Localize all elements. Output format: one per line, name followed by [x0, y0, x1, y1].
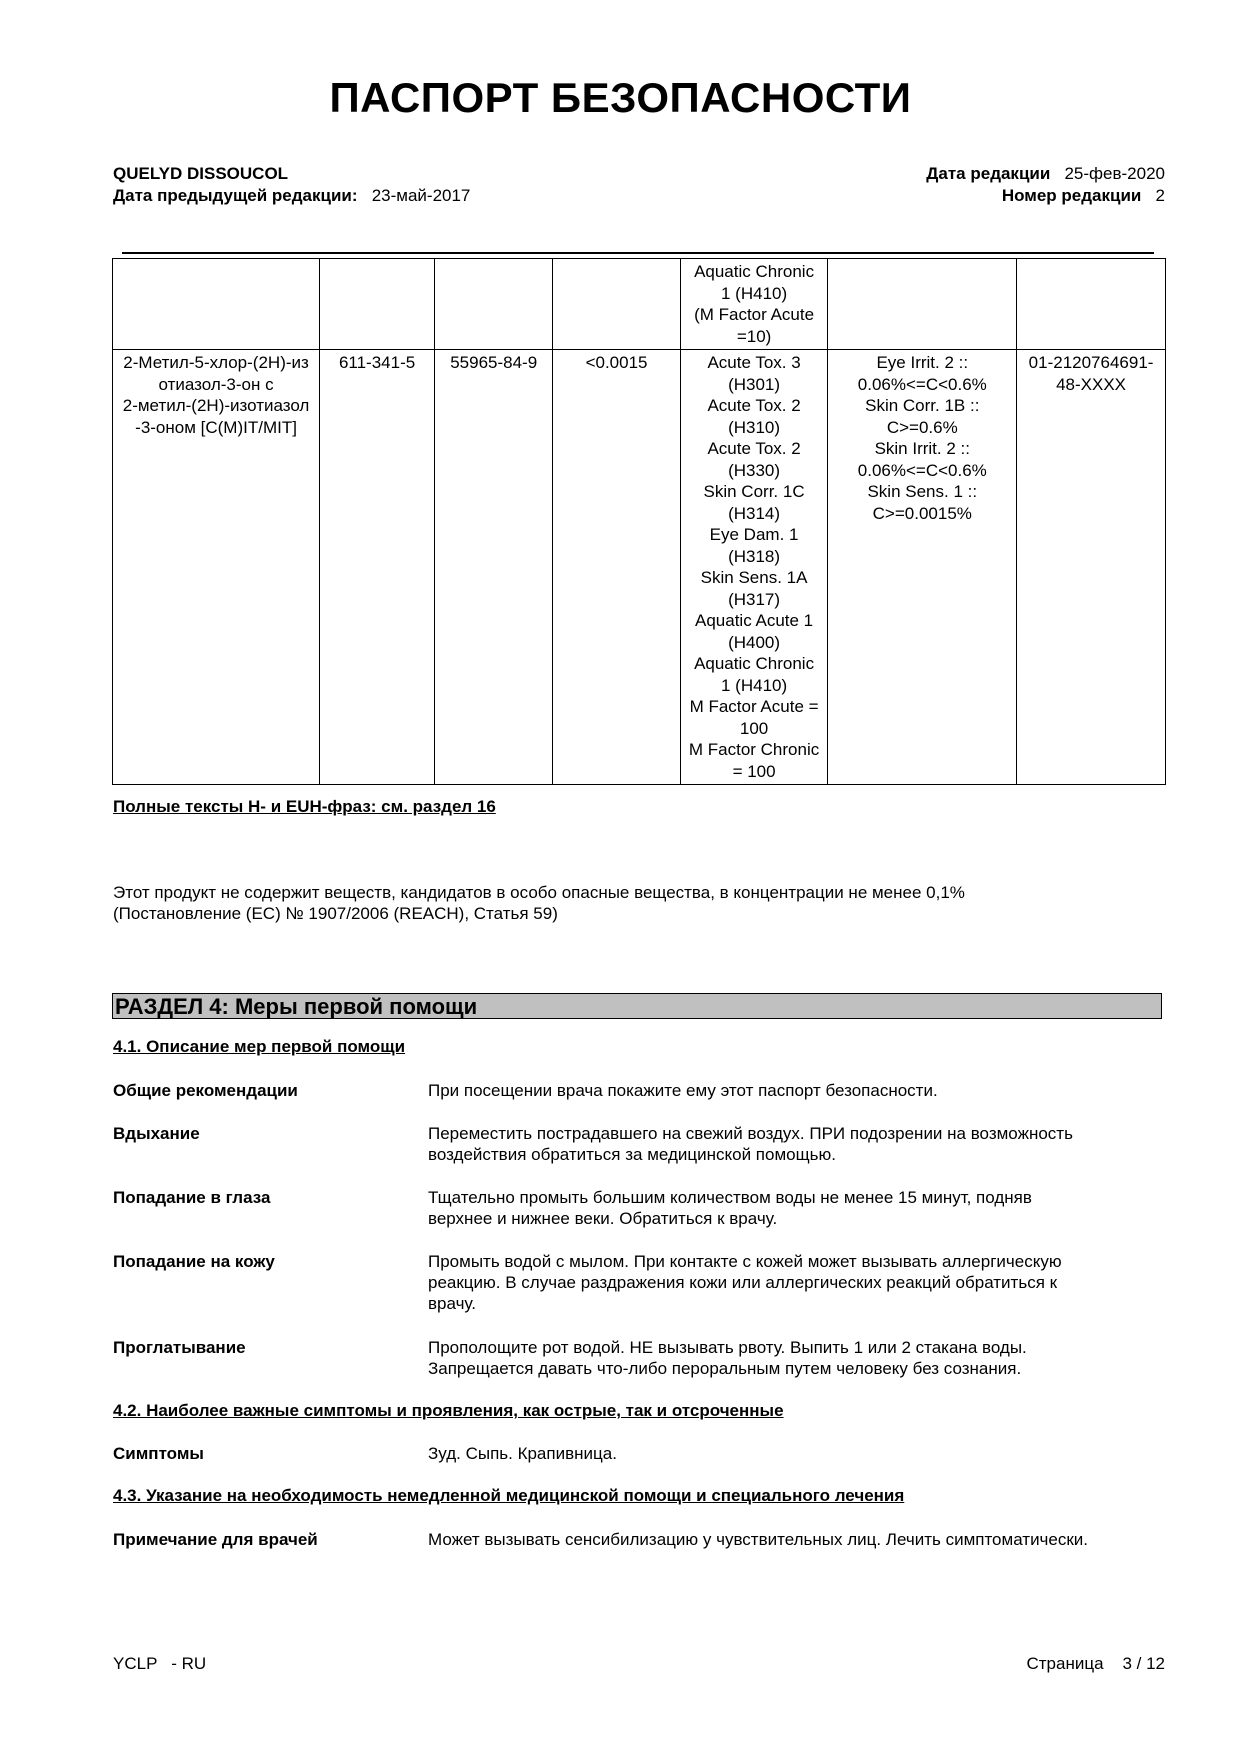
classification-cell [680, 350, 828, 785]
classification-cell [680, 259, 828, 350]
substance-name-cell [113, 350, 320, 785]
revision-date [926, 164, 1165, 184]
skin-contact-text [428, 1251, 1168, 1314]
previous-revision-label: Дата предыдущей редакции: [113, 186, 358, 205]
substance-name-line: 2-Метил-5-хлор-(2Н)-из [123, 353, 309, 372]
eye-contact-text [428, 1187, 1168, 1229]
classification-line: Aquatic Chronic [694, 262, 815, 281]
svhc-note [113, 882, 965, 924]
svhc-note-line: Этот продукт не содержит веществ, кандидатов в особо опасные вещества, в концентрации не менее 0,1% [113, 883, 965, 902]
classification-line: Acute Tox. 2 [707, 396, 801, 415]
note-to-physicians-label: Примечание для врачей [113, 1530, 318, 1549]
classification-line: Acute Tox. 2 [707, 439, 801, 458]
reach-number-line: 01-2120764691- [1028, 353, 1154, 372]
table-row [113, 259, 1166, 350]
classification-line: (H310) [728, 417, 781, 437]
concentration-cell: <0.0015 [553, 350, 680, 785]
text-line: Прополощите рот водой. НЕ вызывать рвоту. Выпить 1 или 2 стакана воды. [428, 1338, 1027, 1357]
classification-line: Eye Dam. 1 [709, 525, 799, 544]
subsection-4-2-title: 4.2. Наиболее важные симптомы и проявления, как острые, так и отсроченные [113, 1401, 784, 1420]
table-row [113, 350, 1166, 785]
classification-line: (H301) [728, 374, 781, 394]
general-advice-text: При посещении врача покажите ему этот паспорт безопасности. [428, 1081, 938, 1100]
classification-line: (M Factor Acute [694, 305, 815, 324]
revision-number-value: 2 [1155, 186, 1165, 205]
specific-concentration-line: C>=0.0015% [872, 503, 972, 523]
classification-line: Aquatic Chronic [694, 654, 815, 673]
skin-contact-label: Попадание на кожу [113, 1252, 275, 1271]
classification-line: Acute Tox. 3 [707, 353, 801, 372]
text-line: реакцию. В случае раздражения кожи или аллергических реакций обратиться к [428, 1273, 1058, 1292]
revision-date-label: Дата редакции [926, 164, 1051, 183]
symptoms-text: Зуд. Сыпь. Крапивница. [428, 1444, 617, 1463]
table-cell [828, 259, 1017, 350]
substance-name-line: 2-метил-(2Н)-изотиазол [122, 396, 310, 415]
specific-concentration-cell [828, 350, 1017, 785]
note-to-physicians-text: Может вызывать сенсибилизацию у чувствительных лиц. Лечить симптоматически. [428, 1530, 1089, 1549]
text-line: Запрещается давать что-либо пероральным путем человеку без сознания. [428, 1359, 1022, 1378]
text-line: Тщательно промыть большим количеством воды не менее 15 минут, подняв [428, 1188, 1032, 1207]
ingestion-text [428, 1337, 1168, 1379]
table-cell [553, 259, 680, 350]
inhalation-label: Вдыхание [113, 1124, 200, 1143]
table-cell [320, 259, 435, 350]
text-line: верхнее и нижнее веки. Обратиться к врачу. [428, 1209, 778, 1228]
revision-number [1002, 186, 1165, 206]
subsection-4-1-title: 4.1. Описание мер первой помощи [113, 1037, 406, 1056]
header-divider [122, 252, 1154, 254]
specific-concentration-line: Skin Irrit. 2 :: [874, 439, 970, 458]
footer-code: YCLP - RU [113, 1654, 207, 1673]
classification-line: M Factor Chronic [688, 740, 820, 759]
classification-line: M Factor Acute = [689, 697, 819, 716]
classification-line: (H400) [728, 632, 781, 652]
classification-line: =10) [736, 326, 772, 346]
table-cell [113, 259, 320, 350]
specific-concentration-line: Skin Corr. 1B :: [865, 396, 980, 415]
revision-date-value: 25-фев-2020 [1064, 164, 1165, 183]
cas-number-cell: 55965-84-9 [435, 350, 553, 785]
text-line: врачу. [428, 1294, 476, 1313]
eye-contact-label: Попадание в глаза [113, 1188, 271, 1207]
document-title: ПАСПОРТ БЕЗОПАСНОСТИ [329, 74, 912, 121]
classification-line: (H318) [728, 546, 781, 566]
classification-line: (H330) [728, 460, 781, 480]
reach-number-cell [1017, 350, 1166, 785]
text-line: Переместить пострадавшего на свежий воздух. ПРИ подозрении на возможность [428, 1124, 1073, 1143]
text-line: воздействия обратиться за медицинской помощью. [428, 1145, 836, 1164]
table-cell [435, 259, 553, 350]
specific-concentration-line: C>=0.6% [886, 417, 958, 437]
general-advice-label: Общие рекомендации [113, 1081, 298, 1100]
svhc-note-line: (Постановление (ЕС) № 1907/2006 (REACH), Статья 59) [113, 904, 558, 923]
section-4-header: РАЗДЕЛ 4: Меры первой помощи [112, 993, 1162, 1019]
previous-revision-value: 23-май-2017 [371, 186, 471, 205]
substance-name-line: -3-оном [C(M)IT/MIT] [135, 417, 297, 437]
classification-line: 1 (H410) [721, 675, 788, 695]
inhalation-text [428, 1123, 1168, 1165]
symptoms-label: Симптомы [113, 1444, 204, 1463]
table-cell [1017, 259, 1166, 350]
specific-concentration-line: Skin Sens. 1 :: [867, 482, 978, 501]
product-name: QUELYD DISSOUCOL [113, 164, 289, 183]
classification-line: = 100 [732, 761, 776, 781]
previous-revision [113, 186, 470, 206]
classification-line: (H317) [728, 589, 781, 609]
classification-line: Skin Sens. 1A [700, 568, 808, 587]
reach-number-line: 48-XXXX [1056, 374, 1127, 394]
h-phrases-reference: Полные тексты H- и EUH-фраз: см. раздел 16 [113, 797, 496, 816]
subsection-4-3-title: 4.3. Указание на необходимость немедленной медицинской помощи и специального лечения [113, 1486, 905, 1505]
classification-line: 1 (H410) [721, 283, 788, 303]
specific-concentration-line: 0.06%<=C<0.6% [857, 374, 987, 394]
ec-number-cell: 611-341-5 [320, 350, 435, 785]
page-number: 3 / 12 [1122, 1654, 1165, 1673]
specific-concentration-line: Eye Irrit. 2 :: [876, 353, 969, 372]
composition-table [112, 258, 1166, 785]
page-indicator [1026, 1654, 1165, 1674]
classification-line: Skin Corr. 1C [703, 482, 805, 501]
revision-number-label: Номер редакции [1001, 186, 1142, 205]
substance-name-line: отиазол-3-он с [158, 374, 274, 394]
ingestion-label: Проглатывание [113, 1338, 246, 1357]
classification-line: (H314) [728, 503, 781, 523]
specific-concentration-line: 0.06%<=C<0.6% [857, 460, 987, 480]
classification-line: Aquatic Acute 1 [695, 611, 814, 630]
page-label: Страница [1026, 1654, 1104, 1673]
text-line: Промыть водой с мылом. При контакте с кожей может вызывать аллергическую [428, 1252, 1062, 1271]
classification-line: 100 [739, 718, 769, 738]
